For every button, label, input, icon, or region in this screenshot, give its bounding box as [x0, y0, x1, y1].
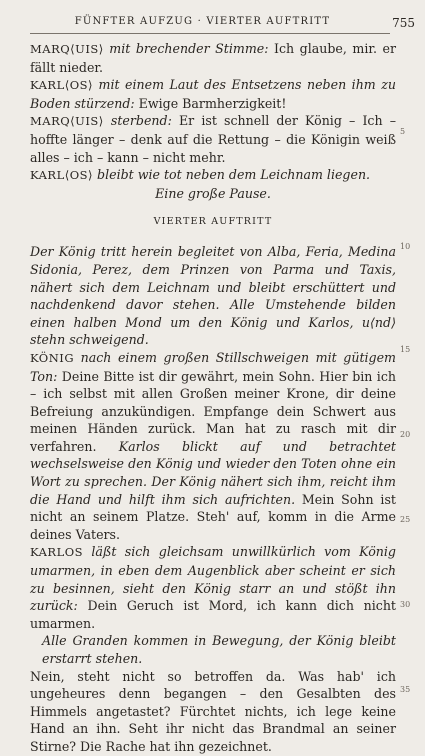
stage-direction: Karlos blickt auf und betrachtet wechselsweise den König und wieder den Toten ohne ein Wort zu sprechen. Der König nähert sich ihm, reicht ihm die Hand und hilft ihm sich aufrichten. — [30, 438, 396, 507]
speech-block — [30, 40, 396, 76]
line-number: 30 — [400, 600, 411, 609]
speech-block-karlos — [30, 543, 396, 632]
line-number: 5 — [400, 127, 406, 136]
speech-block — [30, 76, 396, 112]
line-number: 10 — [400, 242, 411, 251]
speech-text: Mein Sohn ist nicht an seinem Platze. Steh' auf, komm in die Arme deines Vaters. — [30, 491, 396, 542]
stage-direction: mit brechender Stimme: — [109, 41, 269, 56]
speaker-name: KÖNIG — [30, 350, 75, 365]
speech-text: Dein Geruch ist Mord, ich kann dich nicht umarmen. — [30, 598, 396, 631]
line-number: 25 — [400, 515, 411, 524]
speech-text: Ich glaube, mir. er fällt nieder. — [30, 41, 396, 75]
speech-block — [30, 112, 396, 166]
stage-direction: sterbend: — [110, 113, 172, 129]
speaker-name: MARQ⟨UIS⟩ — [30, 42, 104, 56]
line-number: 35 — [400, 685, 411, 694]
page-number: 755 — [392, 16, 415, 30]
speech-block — [30, 166, 396, 185]
speaker-name: MARQ⟨UIS⟩ — [30, 114, 104, 129]
scene-heading: VIERTER AUFTRITT — [153, 216, 273, 228]
header-rule — [30, 33, 390, 34]
stage-direction: bleibt wie tot neben dem Leichnam liegen. — [97, 167, 371, 183]
speech-block-koenig — [30, 349, 396, 544]
line-number: 20 — [400, 430, 411, 439]
text-body — [30, 40, 396, 756]
speaker-name: KARLOS — [30, 545, 84, 560]
speech-text-final: Nein, steht nicht so betroffen da. Was hab' ich ungeheures denn begangen – den Gesalbten des Himmels angetastet? Fürchtet nichts, ich lege keine Hand an ihn. Seht ihr nicht das Brandmal an seiner Stirne? Die Rache hat ihn gezeichnet. — [30, 668, 396, 754]
speech-text: Er ist schnell der König – Ich – hoffte länger – denk auf die Rettung – die Königin weiß alles – ich – kann – nicht mehr. — [30, 113, 397, 165]
speech-text: Deine Bitte ist dir gewährt, mein Sohn. Hier bin ich – ich selbst mit allen Großen meiner Krone, dir deine Befreiung anzukündigen. Empfange dein Schwert aus meinen Händen zurück. Man hat zu rasch mit dir verfahren. — [30, 368, 396, 454]
stage-direction: läßt sich gleichsam unwillkürlich vom König umarmen, in eben dem Augenblick aber scheint er sich zu besinnen, sieht den König starr an und stößt ihn zurück: — [30, 544, 396, 614]
speaker-name: KARL⟨OS⟩ — [30, 78, 94, 93]
speech-text: Ewige Barmherzigkeit! — [138, 95, 287, 111]
header-title: FÜNFTER AUFZUG · VIERTER AUFTRITT — [74, 16, 331, 27]
scene-stage-direction: Der König tritt herein begleitet von Alba, Feria, Medina Sidonia, Perez, dem Prinzen von Parma und Taxis, nähert sich dem Leichnam und bleibt erschüttert und nachdenkend davor stehen. Alle Umstehende bilden einen halben Mond um den König und Karlos, u⟨nd⟩ stehn schweigend. — [30, 244, 396, 348]
line-number: 15 — [400, 345, 411, 354]
stage-direction-centered: Eine große Pause. — [155, 185, 271, 201]
speaker-name: KARL⟨OS⟩ — [30, 168, 94, 183]
stage-direction-indented: Alle Granden kommen in Bewegung, der König bleibt erstarrt stehen. — [42, 633, 396, 666]
running-header — [30, 16, 415, 32]
stage-direction: mit einem Laut des Entsetzens neben ihm zu Boden stürzend: — [30, 77, 396, 111]
stage-direction: nach einem großen Stillschweigen mit gütigem Ton: — [30, 349, 396, 384]
